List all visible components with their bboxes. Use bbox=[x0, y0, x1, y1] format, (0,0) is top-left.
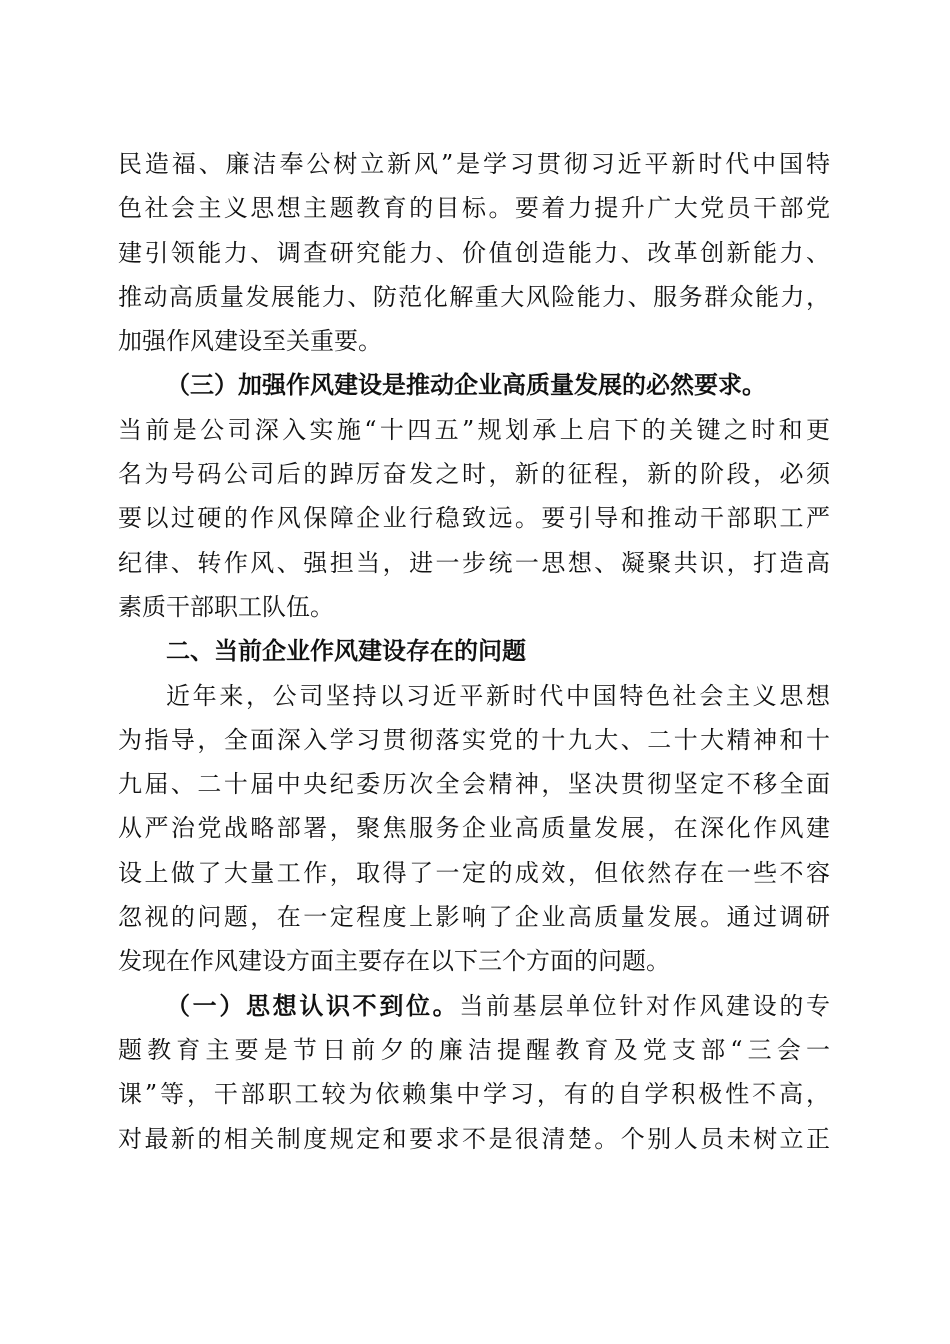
line-text: 为指导，全面深入学习贯彻落实党的十九大、二十大精神和十 bbox=[118, 725, 830, 754]
subheading-1: （一）思想认识不到位。 bbox=[166, 990, 460, 1020]
paragraph-line bbox=[118, 984, 830, 1028]
line-text: 对最新的相关制度规定和要求不是很清楚。个别人员未树立正 bbox=[118, 1124, 830, 1153]
line-text: 要以过硬的作风保障企业行稳致远。要引导和推动干部职工严 bbox=[118, 504, 830, 533]
paragraph-line bbox=[118, 939, 830, 983]
paragraph-line bbox=[118, 408, 830, 452]
section-heading-2: 二、当前企业作风建设存在的问题 bbox=[166, 637, 526, 666]
paragraph-line bbox=[118, 541, 830, 585]
paragraph-line bbox=[118, 806, 830, 850]
paragraph-line bbox=[118, 762, 830, 806]
section-heading-line bbox=[118, 629, 830, 673]
line-text: 近年来，公司坚持以习近平新时代中国特色社会主义思想 bbox=[166, 681, 830, 710]
line-text: 题教育主要是节日前夕的廉洁提醒教育及党支部“三会一 bbox=[118, 1035, 830, 1064]
line-text: 推动高质量发展能力、防范化解重大风险能力、服务群众能力， bbox=[118, 282, 830, 311]
line-text: 九届、二十届中央纪委历次全会精神，坚决贯彻坚定不移全面 bbox=[118, 770, 830, 799]
paragraph-line bbox=[118, 1072, 830, 1116]
line-text: 建引领能力、调查研究能力、价值创造能力、改革创新能力、 bbox=[118, 238, 830, 267]
line-text: 设上做了大量工作，取得了一定的成效，但依然存在一些不容 bbox=[118, 858, 830, 887]
paragraph-line bbox=[118, 319, 830, 363]
paragraph-line bbox=[118, 231, 830, 275]
line-text: 纪律、转作风、强担当，进一步统一思想、凝聚共识，打造高 bbox=[118, 548, 830, 577]
paragraph-line bbox=[118, 851, 830, 895]
subheading-line bbox=[118, 363, 830, 407]
paragraph-line bbox=[118, 452, 830, 496]
paragraph-line bbox=[118, 1028, 830, 1072]
paragraph-line bbox=[118, 674, 830, 718]
paragraph-line bbox=[118, 142, 830, 186]
paragraph-line bbox=[118, 895, 830, 939]
line-text: 课”等，干部职工较为依赖集中学习，有的自学积极性不高， bbox=[118, 1080, 830, 1109]
subheading-3: （三）加强作风建设是推动企业高质量发展的必然要求。 bbox=[166, 370, 766, 400]
document-body bbox=[118, 142, 830, 1161]
line-text: 忽视的问题，在一定程度上影响了企业高质量发展。通过调研 bbox=[118, 903, 830, 932]
paragraph-line bbox=[118, 275, 830, 319]
line-text: 发现在作风建设方面主要存在以下三个方面的问题。 bbox=[118, 947, 670, 976]
line-text: 名为号码公司后的踔厉奋发之时，新的征程，新的阶段，必须 bbox=[118, 460, 830, 489]
line-text: 当前是公司深入实施“十四五”规划承上启下的关键之时和更 bbox=[118, 415, 830, 444]
line-text: 加强作风建设至关重要。 bbox=[118, 327, 382, 356]
paragraph-line bbox=[118, 1117, 830, 1161]
line-text: 色社会主义思想主题教育的目标。要着力提升广大党员干部党 bbox=[118, 194, 830, 223]
line-text: 素质干部职工队伍。 bbox=[118, 592, 334, 621]
paragraph-line bbox=[118, 718, 830, 762]
line-text: 民造福、廉洁奉公树立新风”是学习贯彻习近平新时代中国特 bbox=[118, 150, 830, 178]
line-text: 从严治党战略部署，聚焦服务企业高质量发展，在深化作风建 bbox=[118, 814, 830, 843]
line-text: 当前基层单位针对作风建设的专 bbox=[459, 991, 830, 1020]
paragraph-line bbox=[118, 585, 830, 629]
paragraph-line bbox=[118, 496, 830, 540]
paragraph-line bbox=[118, 186, 830, 230]
